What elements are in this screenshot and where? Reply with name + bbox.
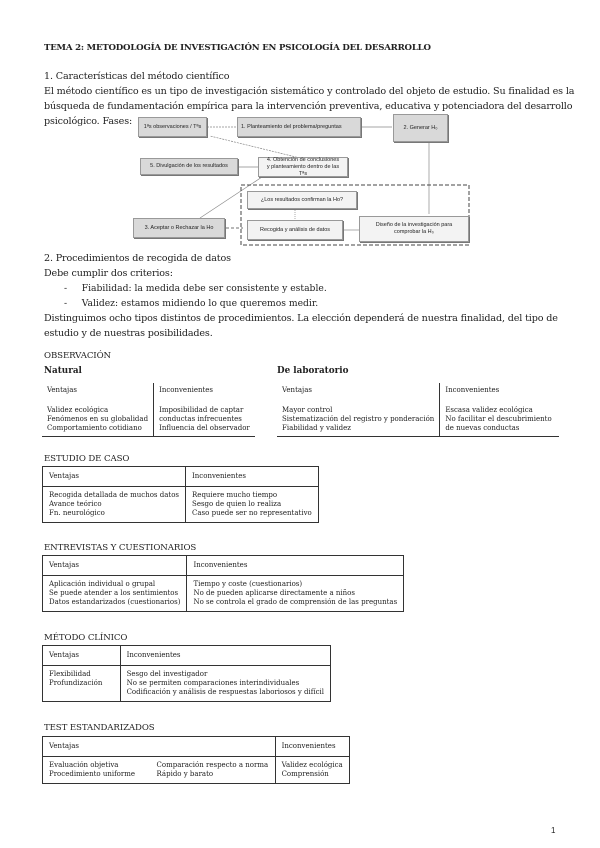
inconvenientes-cell: Requiere mucho tiempo Sesgo de quien lo realiza Caso puede ser no representativo <box>186 487 319 523</box>
paragraph-line: estudio y de nuestras posibilidades. <box>44 328 213 339</box>
column-header: Ventajas <box>43 467 186 487</box>
metodo-clinico-heading: MÉTODO CLÍNICO <box>44 633 128 643</box>
inconvenientes-cell: Imposibilidad de captar conductas infrecuentes Influencia del observador <box>154 403 255 437</box>
inconvenientes-cell: Sesgo del investigador No se permiten comparaciones interindividuales Codificación y análisis de respuestas laboriosos y difícil <box>120 666 330 702</box>
inconvenientes-cell: Tiempo y coste (cuestionarios) No de pueden aplicarse directamente a niños No se controla el grado de comprensión de las preguntas <box>187 576 404 612</box>
paragraph-line: búsqueda de fundamentación empírica para la intervención preventiva, educativa y potenciadora del desarrollo <box>44 101 573 112</box>
bullet-item: - Validez: estamos midiendo lo que queremos medir. <box>64 298 319 309</box>
diagram-box-divulgacion: 5. Divulgación de los resultados <box>140 158 238 175</box>
estudio-caso-table <box>42 466 319 523</box>
paragraph-line: Distinguimos ocho tipos distintos de procedimientos. La elección dependerá de nuestra finalidad, del tipo de <box>44 313 558 324</box>
test-heading: TEST ESTANDARIZADOS <box>44 723 155 733</box>
section-2-paragraph <box>44 311 564 341</box>
diagram-box-recogida: Recogida y análisis de datos <box>247 220 343 240</box>
entrevistas-table <box>42 555 404 612</box>
column-header: Inconvenientes <box>187 556 404 576</box>
column-header: Inconvenientes <box>440 383 559 403</box>
diagram-box-conclusiones: 4. Obtención de conclusiones y planteamiento dentro de las Tªs <box>258 157 348 177</box>
ventajas-cell: Evaluación objetiva Procedimiento uniforme <box>43 757 151 784</box>
ventajas-cell: Comparación respecto a norma Rápido y barato <box>151 757 276 784</box>
ventajas-cell: Validez ecológica Fenómenos en su globalidad Comportamiento cotidiano <box>42 403 154 437</box>
ventajas-cell: Aplicación individual o grupal Se puede atender a los sentimientos Datos estandarizados (cuestionarios) <box>43 576 187 612</box>
column-header: Ventajas <box>43 646 121 666</box>
inconvenientes-cell: Validez ecológica Comprensión <box>275 757 349 784</box>
column-header: Inconvenientes <box>275 737 349 757</box>
bullet-item: - Fiabilidad: la medida debe ser consistente y estable. <box>64 283 327 294</box>
ventajas-cell: Recogida detallada de muchos datos Avance teórico Fn. neurológico <box>43 487 186 523</box>
entrevistas-heading: ENTREVISTAS Y CUESTIONARIOS <box>44 543 197 553</box>
diagram-box-confirman: ¿Los resultados confirman la Ho? <box>247 191 357 209</box>
laboratorio-table <box>277 383 559 437</box>
column-header: Ventajas <box>282 386 312 394</box>
column-header: Ventajas <box>47 386 77 394</box>
paragraph-line: psicológico. Fases: <box>44 116 133 127</box>
ventajas-cell: Flexibilidad Profundización <box>43 666 121 702</box>
metodo-clinico-table <box>42 645 331 702</box>
paragraph-line: El método científico es un tipo de investigación sistemático y controlado del objeto de estudio. Su finalidad es la <box>44 86 575 97</box>
diagram-box-aceptar-rechazar: 3. Aceptar o Rechazar la Ho <box>133 218 225 238</box>
estudio-caso-heading: ESTUDIO DE CASO <box>44 454 130 464</box>
test-table <box>42 736 350 784</box>
column-header: Inconvenientes <box>120 646 330 666</box>
diagram-box-diseno: Diseño de la investigación para comprobar la H₀ <box>359 216 469 242</box>
diagram-box-generar: 2. Generar H₀ <box>393 114 448 142</box>
column-header: Ventajas <box>43 737 276 757</box>
observacion-heading: OBSERVACIÓN <box>44 351 111 361</box>
section-2-heading: 2. Procedimientos de recogida de datos <box>44 253 231 264</box>
diagram-box-planteamiento: 1. Planteamiento del problema/preguntas <box>237 117 361 137</box>
inconvenientes-cell: Escasa validez ecológica No facilitar el descubrimiento de nuevas conductas <box>440 403 559 437</box>
natural-subheading: Natural <box>44 366 82 376</box>
section-2-intro: Debe cumplir dos criterios: <box>44 268 173 279</box>
document-title: TEMA 2: METODOLOGÍA DE INVESTIGACIÓN EN PSICOLOGÍA DEL DESARROLLO <box>44 43 431 53</box>
column-header: Inconvenientes <box>186 467 319 487</box>
section-1-heading: 1. Características del método científico <box>44 71 230 82</box>
natural-table <box>42 383 255 437</box>
laboratorio-subheading: De laboratorio <box>277 366 349 376</box>
diagram-box-observaciones: 1ªs observaciones / Tªs <box>138 117 207 137</box>
column-header: Inconvenientes <box>154 383 255 403</box>
column-header: Ventajas <box>43 556 187 576</box>
page-number: 1 <box>551 826 556 835</box>
ventajas-cell: Mayor control Sistematización del registro y ponderación Fiabilidad y validez <box>277 403 440 437</box>
